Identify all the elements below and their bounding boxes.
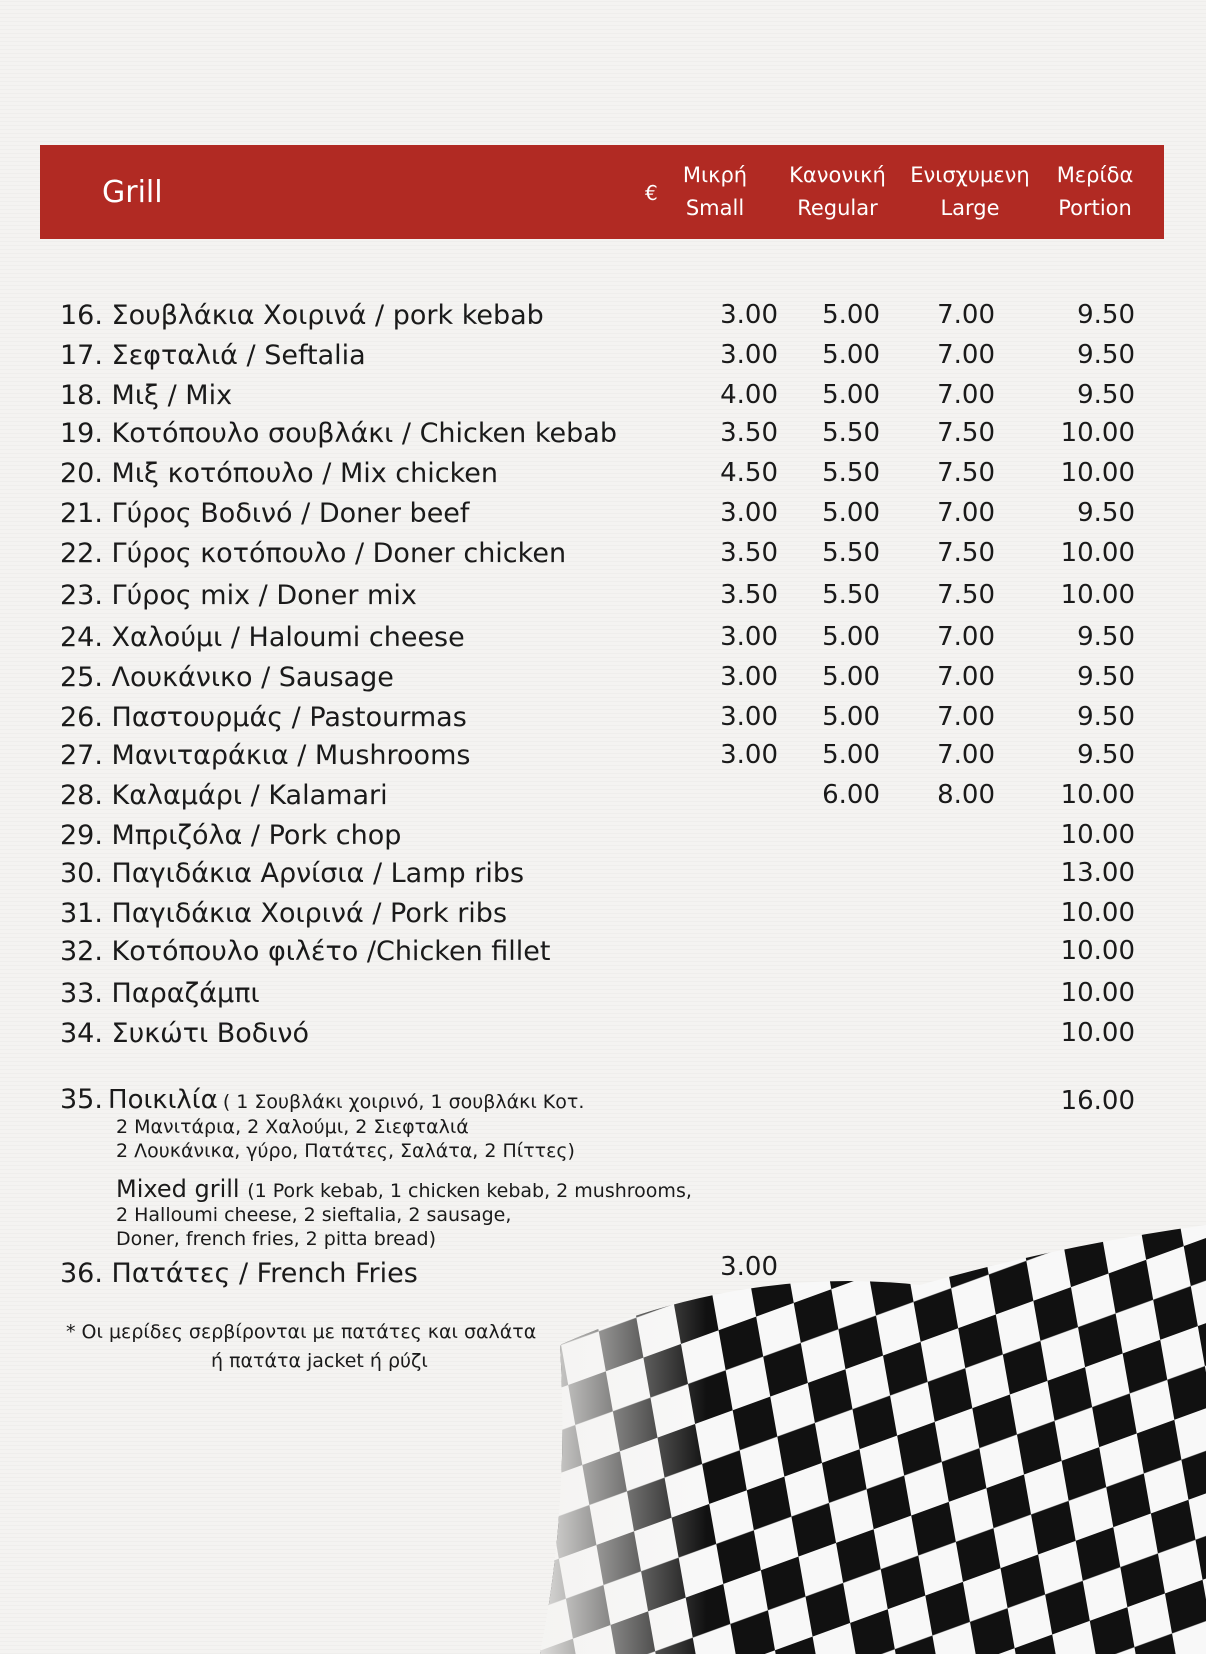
- price-portion: 10.00: [1060, 458, 1135, 488]
- price-regular: 5.50: [822, 580, 880, 610]
- price-small: 3.00: [720, 622, 778, 652]
- item-name: 17. Σεφταλιά / Seftalia: [60, 340, 366, 371]
- price-large: 7.50: [937, 418, 995, 448]
- price-regular: 5.50: [822, 538, 880, 568]
- menu-item: [0, 580, 1206, 620]
- combo-price-portion: 16.00: [1060, 1086, 1135, 1116]
- section-title: Grill: [102, 175, 163, 210]
- item-name: 16. Σουβλάκια Χοιρινά / pork kebab: [60, 300, 544, 331]
- price-large: 7.00: [937, 622, 995, 652]
- menu-item: [0, 780, 1206, 820]
- price-large: 8.00: [937, 780, 995, 810]
- item-name: 24. Χαλούμι / Haloumi cheese: [60, 622, 465, 653]
- item-name: 20. Μιξ κοτόπουλο / Mix chicken: [60, 458, 499, 489]
- price-portion: 10.00: [1060, 898, 1135, 928]
- combo-en-line: (1 Pork kebab, 1 chicken kebab, 2 mushrooms,: [247, 1180, 692, 1202]
- menu-item: [0, 538, 1206, 578]
- price-portion: 10.00: [1060, 538, 1135, 568]
- menu-item: [0, 418, 1206, 458]
- price-regular: 5.00: [822, 340, 880, 370]
- menu-item: [0, 300, 1206, 340]
- price-regular: 5.00: [822, 498, 880, 528]
- item-name: 34. Συκώτι Βοδινό: [60, 1018, 309, 1049]
- menu-item: [0, 662, 1206, 702]
- price-portion: 9.50: [1077, 340, 1135, 370]
- section-header: [40, 145, 1164, 239]
- price-regular: 6.00: [822, 780, 880, 810]
- price-small: 3.00: [720, 300, 778, 330]
- price-large: 7.50: [937, 580, 995, 610]
- price-small: 3.00: [720, 1252, 778, 1282]
- item-name: 25. Λουκάνικο / Sausage: [60, 662, 394, 693]
- price-small: 4.50: [720, 458, 778, 488]
- combo-gr-title: Ποικιλία: [108, 1085, 218, 1115]
- combo-en-title: Mixed grill: [116, 1175, 240, 1203]
- column-header-large: Ενισχυμενη Large: [910, 163, 1030, 220]
- price-portion: 13.00: [1060, 858, 1135, 888]
- price-small: 4.00: [720, 380, 778, 410]
- item-name: 21. Γύρος Βοδινό / Doner beef: [60, 498, 470, 529]
- price-regular: 5.50: [822, 458, 880, 488]
- price-regular: 5.00: [822, 740, 880, 770]
- price-regular: 5.00: [822, 702, 880, 732]
- price-portion: 9.50: [1077, 740, 1135, 770]
- menu-item: [0, 622, 1206, 662]
- item-name: 22. Γύρος κοτόπουλο / Doner chicken: [60, 538, 567, 569]
- price-large: 7.00: [937, 380, 995, 410]
- menu-item: [0, 340, 1206, 380]
- price-portion: 10.00: [1060, 936, 1135, 966]
- price-portion: 9.50: [1077, 702, 1135, 732]
- price-small: 3.50: [720, 418, 778, 448]
- price-small: 3.00: [720, 498, 778, 528]
- combo-en-line: 2 Halloumi cheese, 2 sieftalia, 2 sausage,: [116, 1204, 512, 1226]
- price-large: 7.00: [937, 740, 995, 770]
- price-portion: 10.00: [1060, 1018, 1135, 1048]
- price-small: 3.50: [720, 538, 778, 568]
- column-header-portion: Μερίδα Portion: [1056, 163, 1134, 220]
- currency-symbol: €: [645, 181, 658, 205]
- item-name: 31. Παγιδάκια Χοιρινά / Pork ribs: [60, 898, 508, 929]
- price-portion: 9.50: [1077, 380, 1135, 410]
- price-portion: 10.00: [1060, 418, 1135, 448]
- combo-number: 35.: [60, 1084, 103, 1115]
- price-portion: 10.00: [1060, 978, 1135, 1008]
- price-large: 7.00: [937, 702, 995, 732]
- menu-item: [0, 1018, 1206, 1058]
- combo-gr-line: ( 1 Σουβλάκι χοιρινό, 1 σουβλάκι Κοτ.: [222, 1091, 585, 1113]
- menu-item: [0, 898, 1206, 938]
- column-header-regular: Κανονική Regular: [789, 163, 886, 220]
- combo-en-line: Doner, french fries, 2 pitta bread): [116, 1228, 436, 1250]
- price-portion: 9.50: [1077, 662, 1135, 692]
- price-large: 7.50: [937, 458, 995, 488]
- price-portion: 9.50: [1077, 300, 1135, 330]
- item-name: 28. Καλαμάρι / Kalamari: [60, 780, 388, 811]
- price-large: 7.50: [937, 538, 995, 568]
- item-name: 23. Γύρος mix / Doner mix: [60, 580, 417, 611]
- combo-gr-line: 2 Μανιτάρια, 2 Χαλούμι, 2 Σιεφταλιά: [116, 1116, 469, 1138]
- menu-item: [0, 498, 1206, 538]
- item-name: 19. Κοτόπουλο σουβλάκι / Chicken kebab: [60, 418, 617, 449]
- price-large: 7.00: [937, 300, 995, 330]
- item-name: 32. Κοτόπουλο φιλέτο /Chicken fillet: [60, 936, 551, 967]
- price-portion: 9.50: [1077, 622, 1135, 652]
- price-large: 7.00: [937, 498, 995, 528]
- price-portion: 10.00: [1060, 580, 1135, 610]
- price-portion: 10.00: [1060, 820, 1135, 850]
- price-regular: 5.50: [822, 418, 880, 448]
- checkered-flag-image: [540, 1225, 1206, 1654]
- price-small: 3.50: [720, 580, 778, 610]
- combo-gr-line: 2 Λουκάνικα, γύρο, Πατάτες, Σαλάτα, 2 Πίττες): [116, 1140, 575, 1162]
- price-small: 3.00: [720, 662, 778, 692]
- price-regular: 5.00: [822, 622, 880, 652]
- menu-item: [0, 820, 1206, 860]
- footnote: * Οι μερίδες σερβίρονται με πατάτες και σαλάτα ή πατάτα jacket ή ρύζι: [66, 1321, 537, 1372]
- price-portion: 10.00: [1060, 780, 1135, 810]
- price-large: 7.00: [937, 662, 995, 692]
- price-small: 3.00: [720, 702, 778, 732]
- price-small: 3.00: [720, 740, 778, 770]
- menu-item: [0, 458, 1206, 498]
- item-name: 18. Μιξ / Mix: [60, 380, 233, 411]
- price-large: 7.00: [937, 340, 995, 370]
- item-name: 30. Παγιδάκια Αρνίσια / Lamp ribs: [60, 858, 525, 889]
- price-small: 3.00: [720, 340, 778, 370]
- menu-item: [0, 978, 1206, 1018]
- menu-item: [0, 936, 1206, 976]
- item-name: 27. Μανιταράκια / Mushrooms: [60, 740, 471, 771]
- menu-item: [0, 380, 1206, 420]
- item-name: 36. Πατάτες / French Fries: [60, 1258, 418, 1289]
- price-regular: 5.00: [822, 662, 880, 692]
- price-portion: 9.50: [1077, 498, 1135, 528]
- price-regular: 5.00: [822, 300, 880, 330]
- item-name: 29. Μπριζόλα / Pork chop: [60, 820, 402, 851]
- item-name: 33. Παραζάμπι: [60, 978, 260, 1009]
- column-header-small: Μικρή Small: [682, 163, 748, 220]
- price-regular: 5.00: [822, 380, 880, 410]
- menu-item: [0, 740, 1206, 780]
- menu-item: [0, 858, 1206, 898]
- item-name: 26. Παστουρμάς / Pastourmas: [60, 702, 467, 733]
- menu-item: [0, 702, 1206, 742]
